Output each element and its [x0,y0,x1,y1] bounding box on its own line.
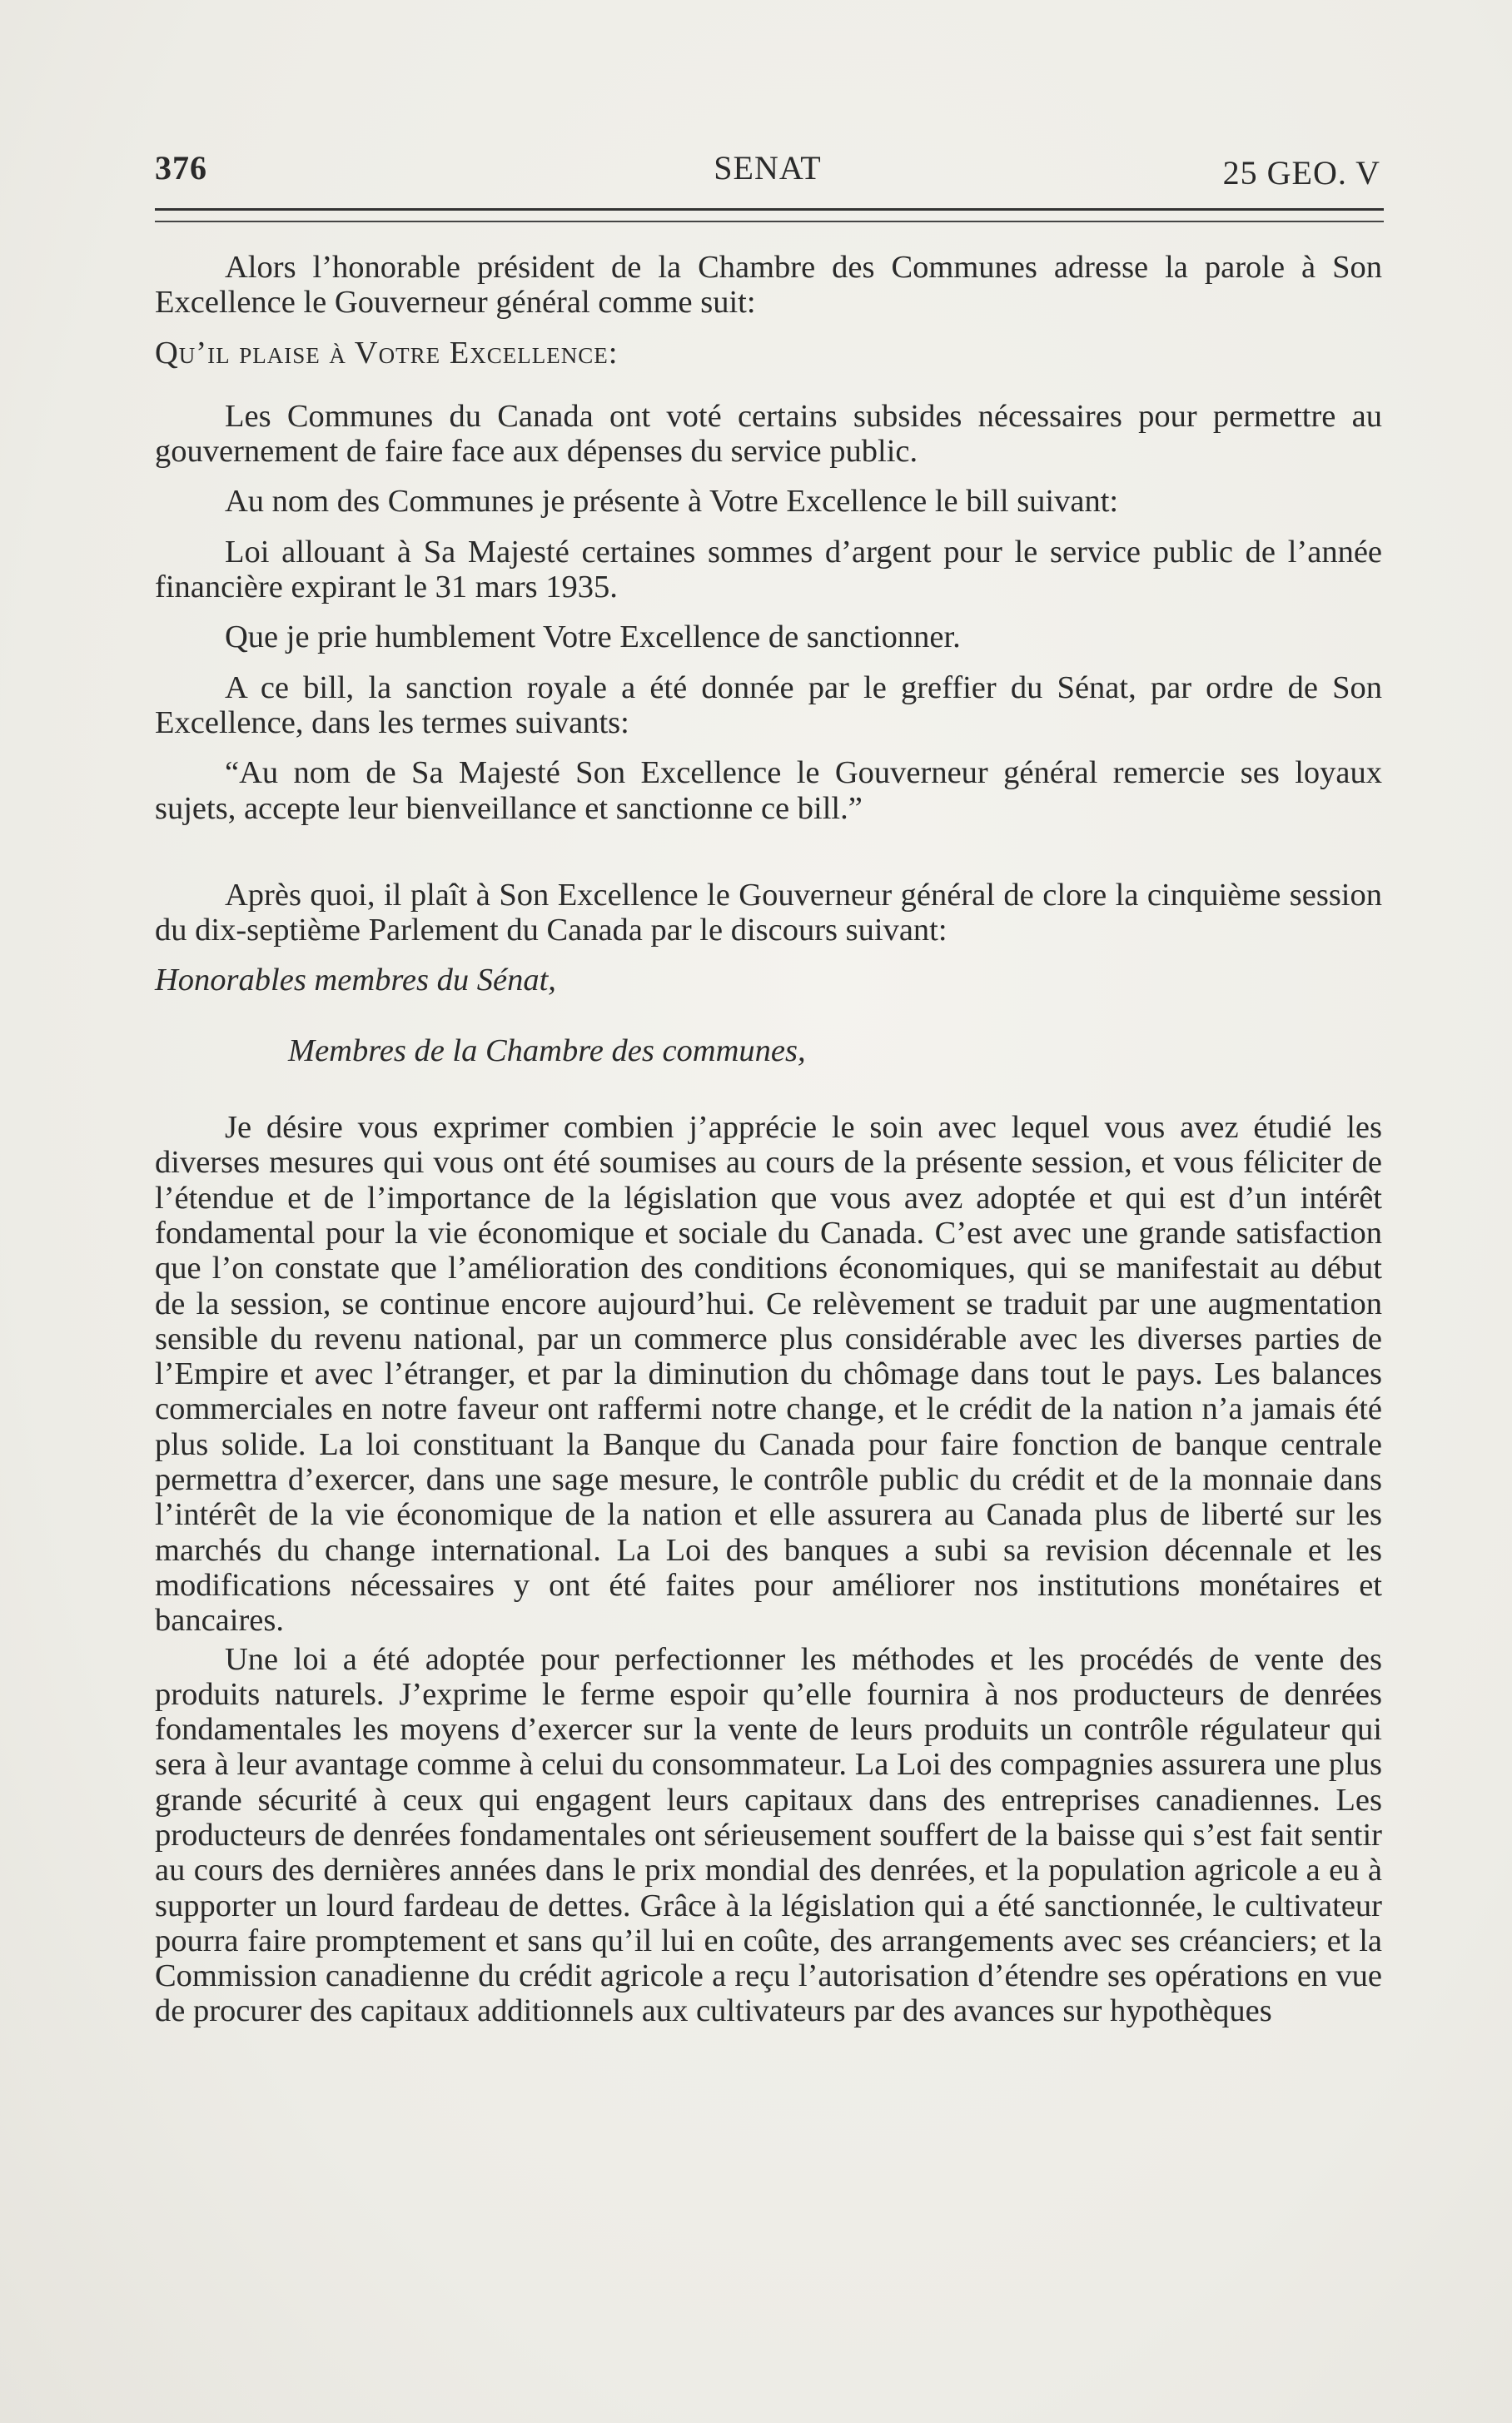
speech-paragraph-1: Je désire vous exprimer combien j’apprécie le soin avec lequel vous avez étudié les diverses mesures qui vous ont été soumises au cours de la présente session, et vous féliciter de l’étendue et de l’importance de la législation que vous avez adoptée et qui est d’un intérêt fondamental pour la vie économique et sociale du Canada. C’est avec une grande satisfaction que l’on constate que l’amélioration des conditions économiques, qui se manifestait au début de la session, se continue encore aujourd’hui. Ce relèvement se traduit par une augmentation sensible du revenu national, par un commerce plus considérable avec les diverses parties de l’Empire et avec l’étranger, et par la diminution du chômage dans tout le pays. Les balances commerciales en notre faveur ont raffermi notre change, et le crédit de la nation n’a jamais été plus solide. La loi constituant la Banque du Canada pour faire fonction de banque centrale permettra d’exercer, dans une sage mesure, le contrôle public du crédit et de la monnaie dans l’intérêt de la vie économique de la nation et elle assurera au Canada plus de liberté sur les marchés du change international. La Loi des banques a subi sa revision décennale et les modifications nécessaires y ont été faites pour améliorer nos institutions monétaires et bancaires. [155,1110,1382,1639]
header-title: SENAT [714,149,822,187]
address-salutation: Qu’il plaise à Votre Excellence: [155,335,619,371]
paragraph-intro: Alors l’honorable président de la Chambre des Communes adresse la parole à Son Excellence le Gouverneur général comme suit: [155,250,1382,321]
header-rule-thick [155,208,1384,211]
paragraph-closing-session: Après quoi, il plaît à Son Excellence le Gouverneur général de clore la cinquième session du dix-septième Parlement du Canada par le discours suivant: [155,877,1382,948]
page-body [155,250,1382,2032]
running-header [155,148,1380,195]
paragraph-subsides: Les Communes du Canada ont voté certains subsides nécessaires pour permettre au gouvernement de faire face aux dépenses du service public. [155,398,1382,470]
paragraph-royal-assent: A ce bill, la sanction royale a été donnée par le greffier du Sénat, par ordre de Son Excellence, dans les termes suivants: [155,669,1382,740]
speech-salutation-senate: Honorables membres du Sénat, [155,963,556,998]
paragraph-bill-title: Loi allouant à Sa Majesté certaines sommes d’argent pour le service public de l’année financière expirant le 31 mars 1935. [155,534,1382,605]
header-session: 25 GEO. V [1222,154,1380,192]
speech-salutation-commons: Membres de la Chambre des communes, [288,1032,806,1068]
paragraph-request: Que je prie humblement Votre Excellence de sanctionner. [225,619,961,655]
speech-paragraph-2: Une loi a été adoptée pour perfectionner les méthodes et les procédés de vente des produits naturels. J’exprime le ferme espoir qu’elle fournira à nos producteurs de denrées fondamentales les moyens d’exercer sur la vente de leurs produits un contrôle régulateur qui sera à leur avantage comme à celui du consommateur. La Loi des compagnies assurera une plus grande sécurité à ceux qui engagent leurs capitaux dans des entreprises canadiennes. Les producteurs de denrées fondamentales ont sérieusement souffert de la baisse qui s’est fait sentir au cours des dernières années dans le prix mondial des denrées, et la population agricole a eu à supporter un lourd fardeau de dettes. Grâce à la législation qui a été sanctionnée, le cultivateur pourra faire promptement et sans qu’il lui en coûte, des arrangements avec ses créanciers; et la Commission canadienne du crédit agricole a reçu l’autorisation d’étendre ses opérations en vue de procurer des capitaux additionnels aux cultivateurs par des avances sur hypothèques [155,1641,1382,2029]
page-number: 376 [155,149,207,187]
paragraph-assent-quote: “Au nom de Sa Majesté Son Excellence le Gouverneur général remercie ses loyaux sujets, accepte leur bienveillance et sanctionne ce bill.” [155,755,1382,826]
paragraph-presentation: Au nom des Communes je présente à Votre Excellence le bill suivant: [225,484,1119,520]
header-rule-thin [155,221,1384,222]
